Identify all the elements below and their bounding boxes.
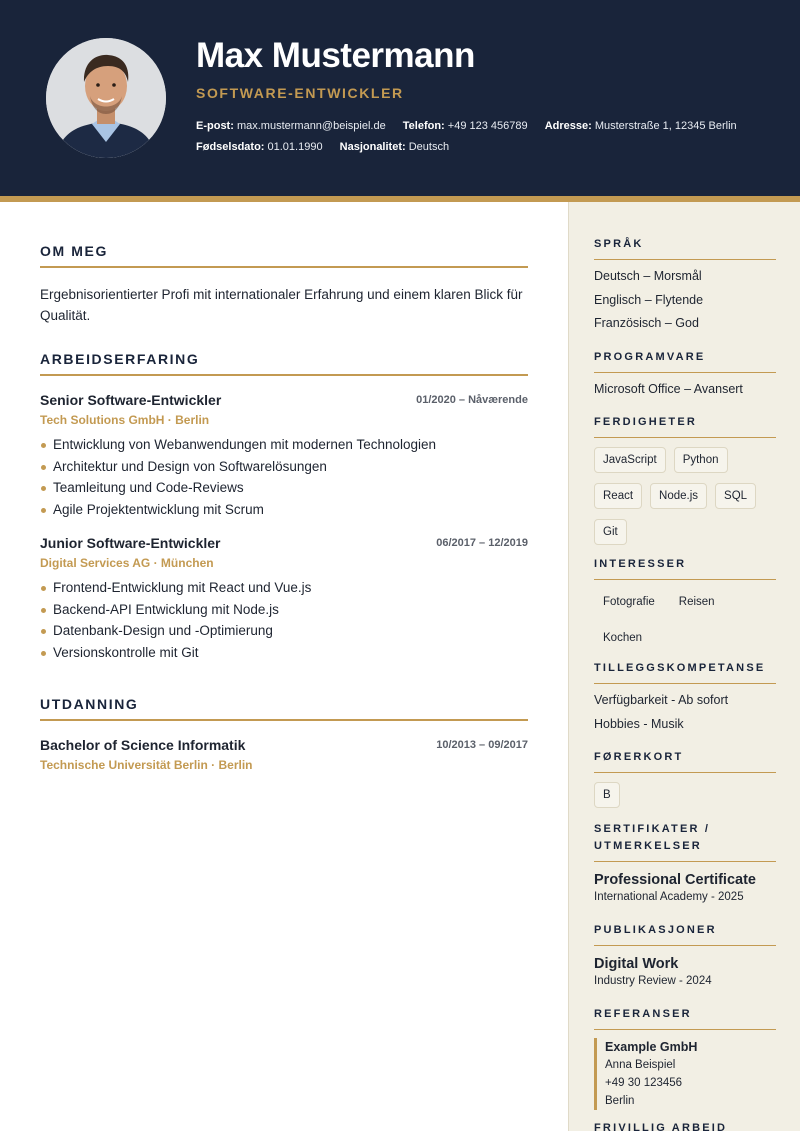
- section-title: OM MEG: [40, 243, 528, 268]
- reference-phone: +49 30 123456: [605, 1077, 683, 1089]
- profile-photo: [46, 38, 166, 158]
- education-school: Technische Universität Berlin · Berlin: [40, 758, 253, 772]
- contact-phone: Telefon: +49 123 456789: [402, 120, 528, 132]
- list-item: Hobbies - Musik: [594, 716, 684, 731]
- contact-address: Adresse: Musterstraße 1, 12345 Berlin: [544, 120, 737, 132]
- additional-list: [594, 689, 776, 736]
- sidebar-title: SPRÅK: [594, 236, 776, 260]
- job-date: 01/2020 – Nåværende: [416, 394, 528, 406]
- skill-tag: React: [594, 483, 642, 509]
- sidebar-volunteer: [594, 1120, 776, 1131]
- sidebar-languages: [594, 236, 776, 336]
- certificate-name: Professional Certificate: [594, 872, 756, 888]
- skill-tag: Node.js: [650, 483, 707, 509]
- job-entry: [40, 392, 528, 520]
- publication-detail: Industry Review - 2024: [594, 975, 712, 987]
- contact-row-1: [196, 120, 751, 132]
- sidebar-references: [594, 1006, 776, 1110]
- skill-tag: JavaScript: [594, 447, 666, 473]
- sidebar-title-line: UTMERKELSER: [594, 840, 702, 852]
- sidebar-skills: [594, 414, 776, 555]
- interest-tag: Fotografie: [603, 596, 655, 608]
- section-title: UTDANNING: [40, 696, 528, 721]
- list-item: Microsoft Office – Avansert: [594, 382, 743, 396]
- job-title: Junior Software-Entwickler: [40, 535, 221, 551]
- sidebar-title: FERDIGHETER: [594, 414, 776, 438]
- job-company: Tech Solutions GmbH · Berlin: [40, 413, 210, 427]
- sidebar-certificates: [594, 821, 776, 903]
- job-entry: [40, 535, 528, 663]
- license-tags: [594, 782, 776, 818]
- skill-tags: [594, 447, 776, 555]
- list-item: Englisch – Flytende: [594, 292, 704, 307]
- education-degree: Bachelor of Science Informatik: [40, 737, 246, 753]
- sidebar-title: FØRERKORT: [594, 749, 776, 773]
- contact-row-2: [196, 141, 463, 153]
- skill-tag: Git: [594, 519, 627, 545]
- sidebar-title: FRIVILLIG ARBEID: [594, 1120, 776, 1131]
- job-title: Senior Software-Entwickler: [40, 392, 222, 408]
- list-item: Verfügbarkeit - Ab sofort: [594, 693, 729, 707]
- reference-company: Example GmbH: [605, 1040, 698, 1054]
- list-item: Teamleitung und Code-Reviews: [40, 477, 528, 499]
- education-entry: [40, 737, 528, 772]
- reference-person: Anna Beispiel: [605, 1059, 676, 1071]
- list-item: Entwicklung von Webanwendungen mit modernen Technologien: [40, 434, 528, 456]
- reference-city: Berlin: [605, 1095, 635, 1107]
- sidebar-software: [594, 349, 776, 402]
- certificate-detail: International Academy - 2025: [594, 891, 744, 903]
- job-bullets: [40, 577, 528, 663]
- sidebar-title: TILLEGGSKOMPETANSE: [594, 660, 776, 684]
- resume-header: [0, 0, 800, 196]
- list-item: Architektur und Design von Softwarelösungen: [40, 456, 528, 478]
- sidebar-title: REFERANSER: [594, 1006, 776, 1030]
- list-item: Agile Projektentwicklung mit Scrum: [40, 499, 528, 521]
- sidebar: [568, 202, 800, 1131]
- contact-birthdate: Fødselsdato: 01.01.1990: [196, 141, 323, 153]
- job-company: Digital Services AG · München: [40, 556, 214, 570]
- job-bullets: [40, 434, 528, 520]
- software-list: [594, 378, 776, 402]
- sidebar-title-line: SERTIFIKATER /: [594, 823, 711, 835]
- job-date: 06/2017 – 12/2019: [436, 537, 528, 549]
- reference-entry: [594, 1038, 776, 1110]
- sidebar-title: PROGRAMVARE: [594, 349, 776, 373]
- license-tag: B: [594, 782, 620, 808]
- list-item: Deutsch – Morsmål: [594, 269, 702, 283]
- interest-tag: Kochen: [603, 632, 643, 644]
- interest-tag: Reisen: [678, 596, 715, 608]
- education-date: 10/2013 – 09/2017: [436, 739, 528, 751]
- sidebar-license: [594, 749, 776, 818]
- language-list: [594, 265, 776, 336]
- publication-name: Digital Work: [594, 956, 679, 972]
- sidebar-title: INTERESSER: [594, 556, 776, 580]
- section-about: [40, 243, 528, 326]
- list-item: Datenbank-Design und -Optimierung: [40, 620, 528, 642]
- list-item: Frontend-Entwicklung mit React und Vue.js: [40, 577, 528, 599]
- list-item: Versionskontrolle mit Git: [40, 642, 528, 664]
- sidebar-additional: [594, 660, 776, 736]
- sidebar-title: PUBLIKASJONER: [594, 922, 776, 946]
- candidate-name: Max Mustermann: [196, 36, 475, 75]
- about-text: Ergebnisorientierter Profi mit internationaler Erfahrung und einem klaren Blick für Qualität.: [40, 287, 523, 323]
- section-experience: [40, 351, 528, 663]
- sidebar-title: [594, 821, 776, 862]
- candidate-title: SOFTWARE-ENTWICKLER: [196, 85, 404, 101]
- section-title: ARBEIDSERFARING: [40, 351, 528, 376]
- sidebar-publications: [594, 922, 776, 987]
- contact-email: E-post: max.mustermann@beispiel.de: [196, 120, 386, 132]
- interest-tags: [594, 589, 776, 661]
- list-item: Französisch – God: [594, 316, 699, 330]
- skill-tag: Python: [674, 447, 728, 473]
- contact-nationality: Nasjonalitet: Deutsch: [339, 141, 450, 153]
- section-education: [40, 696, 528, 772]
- list-item: Backend-API Entwicklung mit Node.js: [40, 599, 528, 621]
- sidebar-interests: [594, 556, 776, 661]
- skill-tag: SQL: [715, 483, 756, 509]
